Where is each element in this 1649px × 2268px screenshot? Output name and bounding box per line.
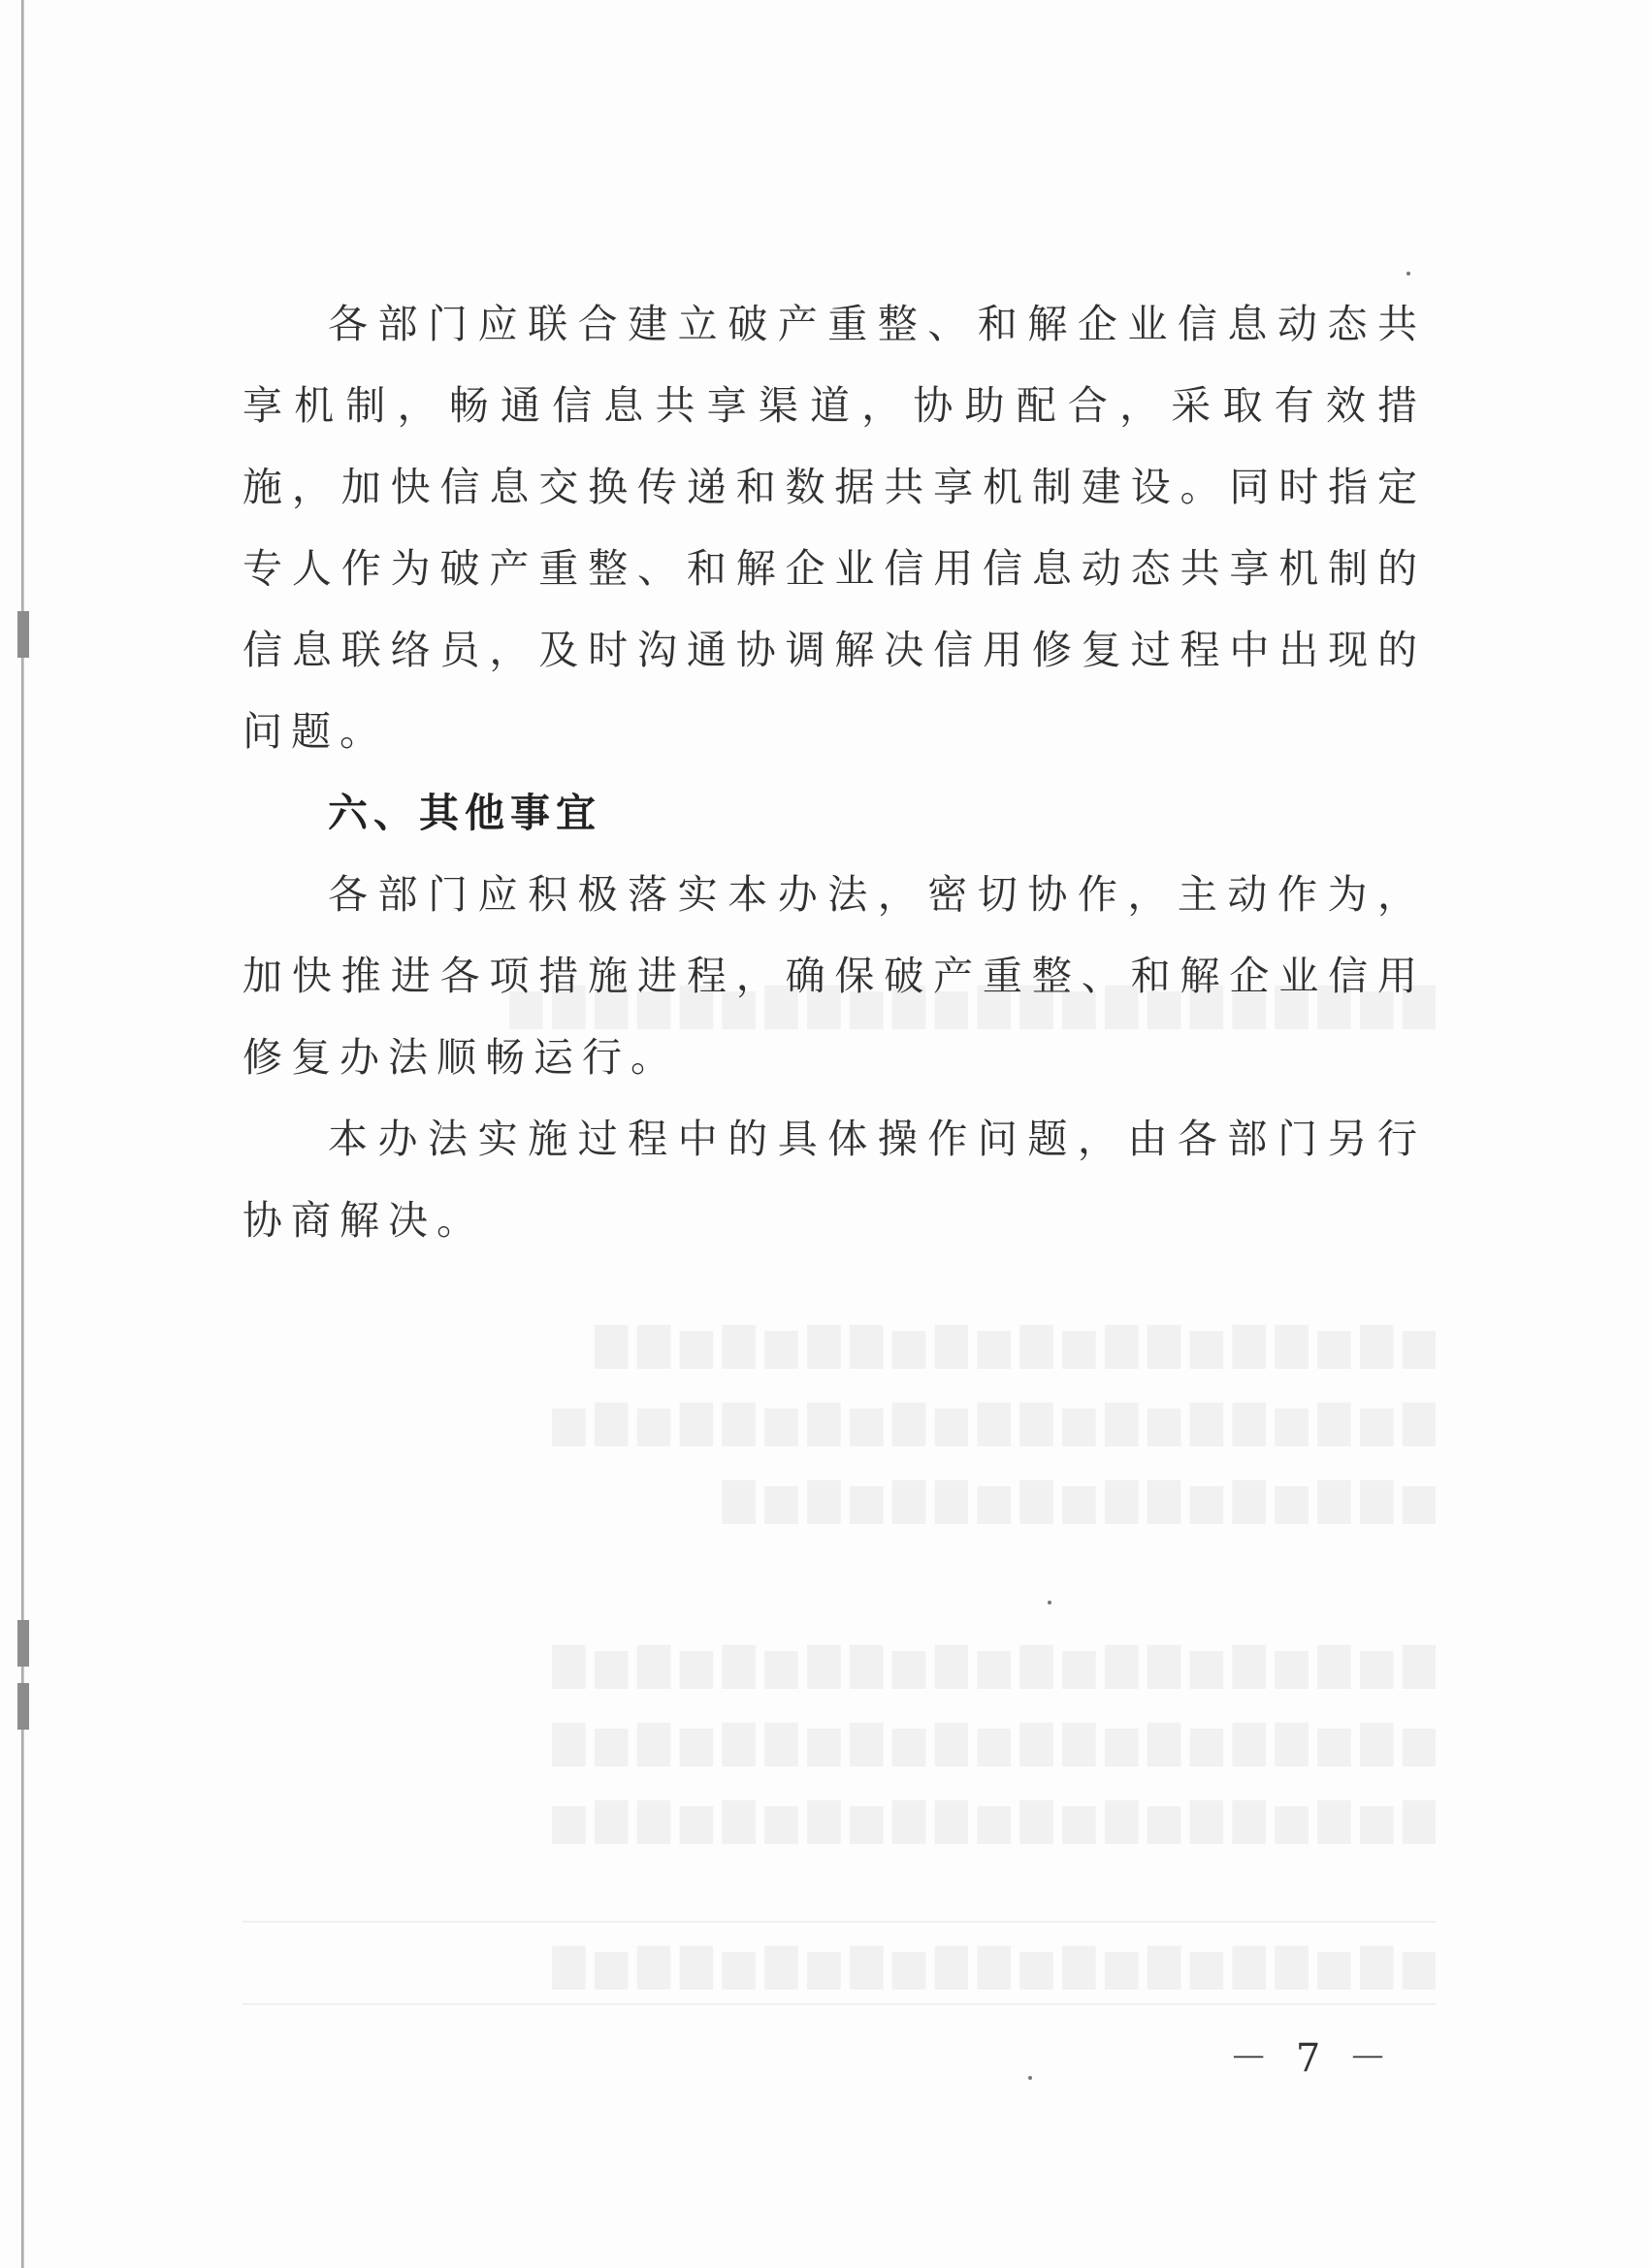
show-through-texture	[242, 1397, 1436, 1446]
show-through-texture	[242, 1319, 1436, 1369]
show-through-texture	[242, 1639, 1436, 1689]
scan-speck	[1028, 2076, 1032, 2080]
show-through-texture	[242, 1795, 1436, 1844]
paragraph-info-sharing: 各部门应联合建立破产重整、和解企业信息动态共享机制，畅通信息共享渠道，协助配合，采取有效措施，加快信息交换传递和数据共享机制建设。同时指定专人作为破产重整、和解企业信用信息动态共享机制的信息联络员，及时沟通协调解决信用修复过程中出现的问题。	[242, 301, 1426, 755]
section-heading-other-matters: 六、其他事宜	[328, 790, 601, 836]
page-number: － 7 －	[1229, 2036, 1395, 2081]
binding-edge	[21, 0, 24, 2268]
show-through-texture	[242, 1474, 1436, 1524]
show-through-rule	[242, 2003, 1436, 2005]
binding-mark	[17, 611, 29, 658]
scan-speck	[1406, 272, 1410, 275]
show-through-rule	[242, 1921, 1436, 1923]
document-body	[242, 283, 1426, 1261]
show-through-texture	[242, 1940, 1436, 1990]
paragraph-operation-issues: 本办法实施过程中的具体操作问题，由各部门另行协商解决。	[242, 1116, 1426, 1244]
paragraph-implementation: 各部门应积极落实本办法，密切协作，主动作为，加快推进各项措施进程，确保破产重整、和解企业信用修复办法顺畅运行。	[242, 871, 1426, 1081]
show-through-texture	[242, 1717, 1436, 1766]
binding-mark	[17, 1620, 29, 1667]
scan-speck	[1048, 1601, 1051, 1604]
binding-mark	[17, 1683, 29, 1730]
